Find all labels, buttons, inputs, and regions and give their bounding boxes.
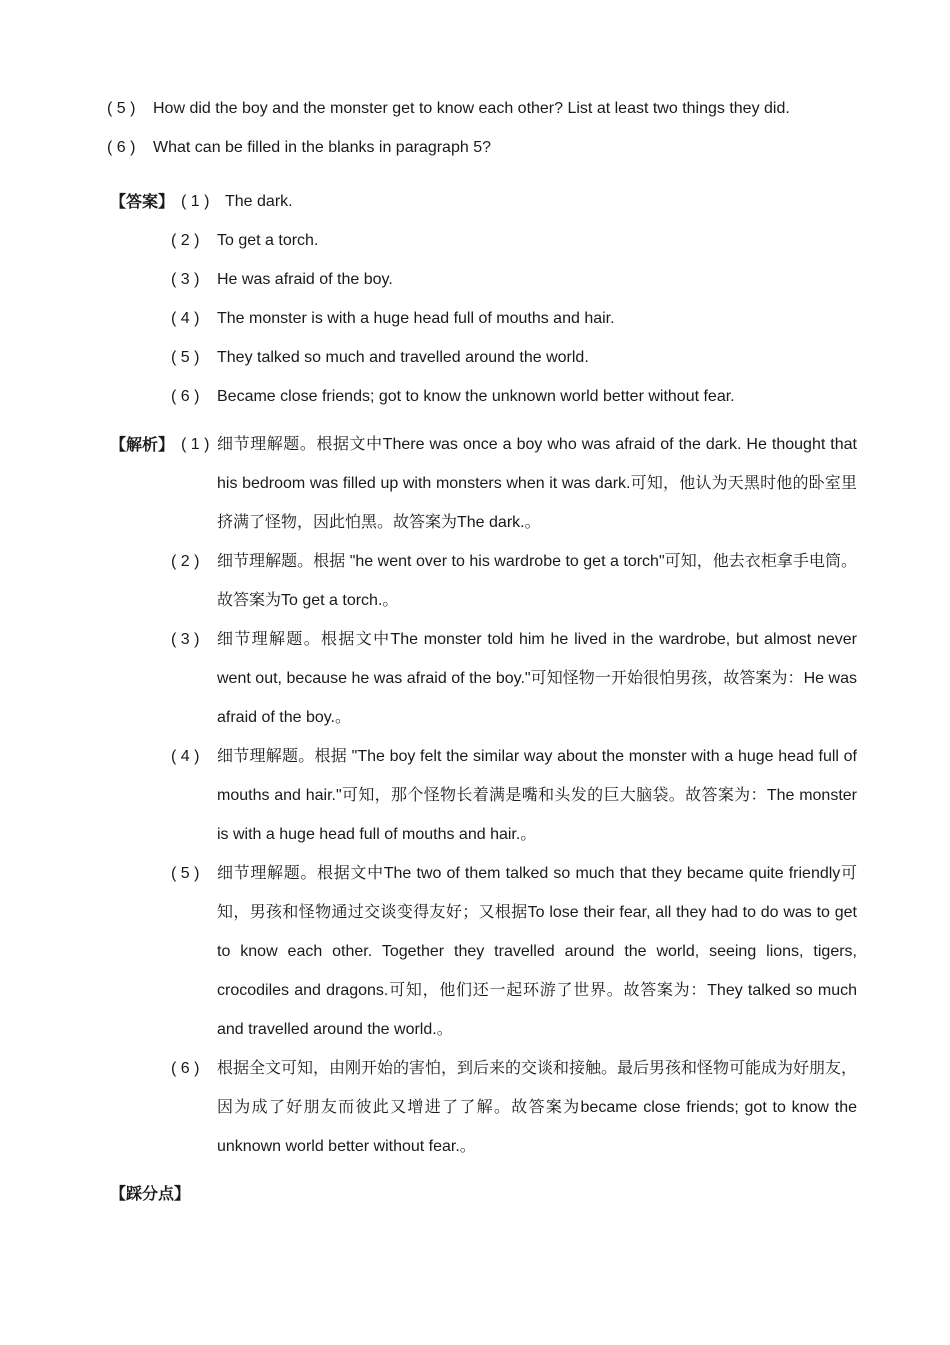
- question-text: How did the boy and the monster get to know each other? List at least two things they did.: [153, 100, 790, 117]
- answer-number: ( 2 ): [171, 232, 200, 249]
- answer-item: [171, 299, 861, 338]
- analysis-text: 细节理解题。根据 "he went over to his wardrobe to get a torch"可知，他去衣柜拿手电筒。故答案为To get a torch.。: [217, 553, 857, 609]
- answer-item: [171, 221, 861, 260]
- answer-list-rest: [171, 221, 861, 416]
- question-number: ( 5 ): [107, 100, 136, 117]
- answer-number: ( 6 ): [171, 388, 200, 405]
- question-number: ( 6 ): [107, 139, 136, 156]
- analysis-text-1: 细节理解题。根据文中There was once a boy who was afraid of the dark. He thought that his bedroom was filled up with monsters when it was dark.可知，他认为天黑时他的卧室里挤满了怪物，因此怕黑。故答案为The dark.。: [217, 436, 857, 531]
- analysis-number: ( 2 ): [171, 553, 200, 570]
- analysis-item: [171, 737, 857, 854]
- answer-text: They talked so much and travelled around the world.: [217, 349, 589, 366]
- analysis-item: [171, 542, 857, 620]
- answer-label: 【答案】: [110, 192, 175, 211]
- answer-text: He was afraid of the boy.: [217, 271, 393, 288]
- analysis-item: [171, 1049, 857, 1166]
- analysis-number: ( 4 ): [171, 748, 200, 765]
- answer-item: [171, 377, 861, 416]
- question-text: What can be filled in the blanks in paragraph 5?: [153, 139, 491, 156]
- answer-number: ( 1 ): [181, 193, 210, 210]
- answer-text: Became close friends; got to know the unknown world better without fear.: [217, 388, 735, 405]
- analysis-text: 根据全文可知，由刚开始的害怕，到后来的交谈和接触。最后男孩和怪物可能成为好朋友，因为成了好朋友而彼此又增进了了解。故答案为became close friends; got to know the unknown world better without fear.。: [217, 1060, 858, 1155]
- analysis-item: [171, 854, 857, 1049]
- answer-number: ( 4 ): [171, 310, 200, 327]
- analysis-list-rest: [171, 542, 857, 1166]
- analysis-number: ( 1 ): [181, 436, 210, 453]
- answer-text: The dark.: [225, 193, 293, 210]
- analysis-text: 细节理解题。根据文中The monster told him he lived in the wardrobe, but almost never went out, because he was afraid of the boy."可知怪物一开始很怕男孩，故答案为：He was afraid of the boy.。: [217, 631, 857, 726]
- answer-text: To get a torch.: [217, 232, 319, 249]
- analysis-text: 细节理解题。根据文中The two of them talked so much that they became quite friendly可知，男孩和怪物通过交谈变得友好；又根据To lose their fear, all they had to do was to get to know each other. Together they travelled around the world, seeing lions, tigers, crocodiles and dragons.可知，他们还一起环游了世界。故答案为：They talked so much and travelled around the world.。: [217, 865, 857, 1038]
- analysis-item: [171, 620, 857, 737]
- question-5: [107, 96, 790, 122]
- analysis-row: [181, 425, 857, 542]
- answer-number: ( 5 ): [171, 349, 200, 366]
- analysis-label: 【解析】: [110, 435, 175, 454]
- answer-item: [171, 260, 861, 299]
- scoring-label: 【踩分点】: [110, 1184, 191, 1203]
- answer-text: The monster is with a huge head full of mouths and hair.: [217, 310, 615, 327]
- analysis-number: ( 3 ): [171, 631, 200, 648]
- analysis-text: 细节理解题。根据 "The boy felt the similar way about the monster with a huge head full of mouths and hair."可知，那个怪物长着满是嘴和头发的巨大脑袋。故答案为：The monster is with a huge head full of mouths and hair.。: [217, 748, 857, 843]
- answer-item: [181, 182, 871, 221]
- analysis-item-1: [181, 425, 857, 542]
- answer-number: ( 3 ): [171, 271, 200, 288]
- analysis-number: ( 6 ): [171, 1060, 200, 1077]
- answer-item: [171, 338, 861, 377]
- question-6: [107, 135, 491, 161]
- answer-list: [181, 182, 871, 221]
- analysis-number: ( 5 ): [171, 865, 200, 882]
